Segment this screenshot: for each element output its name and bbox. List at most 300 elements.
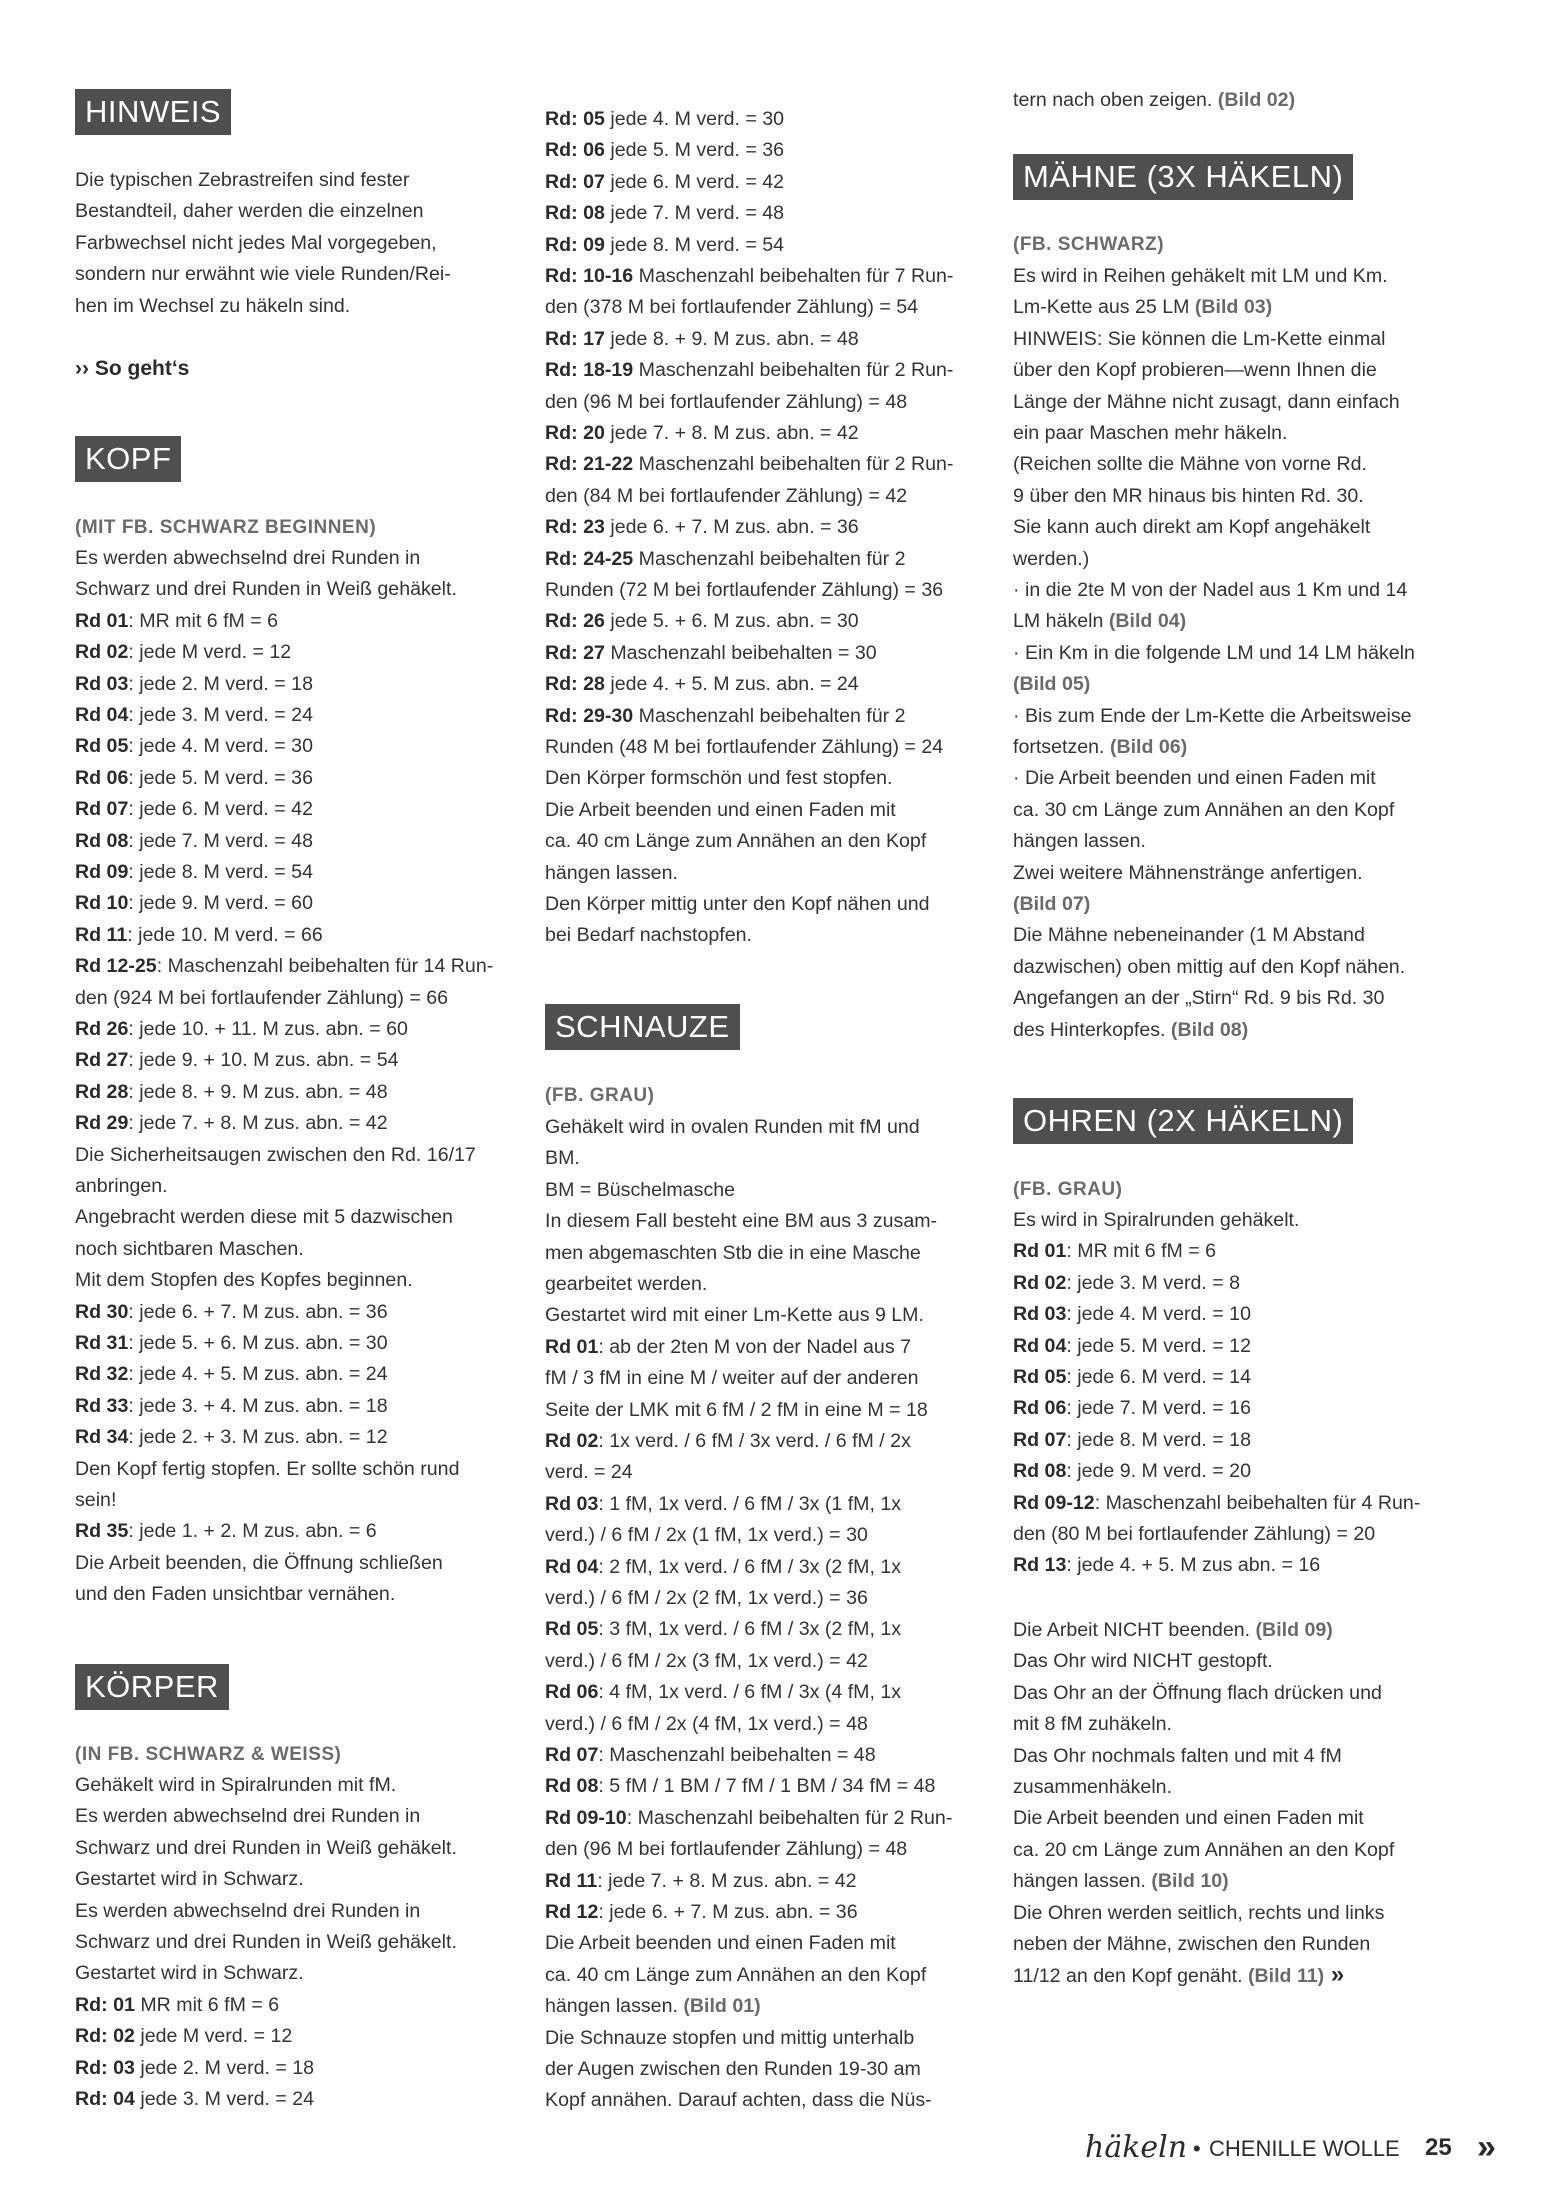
text-line: [545, 1178, 735, 1202]
text-line: [1013, 327, 1385, 351]
line-text: Die Arbeit NICHT beenden.: [1013, 1619, 1256, 1641]
line-text: (Reichen sollte die Mähne von vorne Rd.: [1013, 453, 1367, 476]
line-text: den (80 M bei fortlaufender Zählung) = 20: [1013, 1523, 1376, 1545]
line-text: Den Kopf fertig stopfen. Er sollte schön rund: [75, 1457, 460, 1480]
round-label: Rd 27: [75, 1049, 129, 1072]
text-line: [75, 986, 448, 1010]
line-text: jede 7. M verd. = 48: [604, 202, 785, 225]
line-text: den (96 M bei fortlaufender Zählung) = 48: [545, 390, 908, 413]
text-line: [545, 2026, 914, 2050]
round-label: Rd: 09: [545, 233, 605, 256]
text-line: [545, 735, 943, 759]
line-text: hängen lassen.: [545, 1995, 684, 2018]
text-line: [1013, 1775, 1172, 1799]
text-line: [1013, 1428, 1251, 1452]
text-line: [75, 1394, 388, 1418]
text-line: [545, 1366, 919, 1390]
text-line: [545, 1523, 868, 1547]
text-line: [1013, 1618, 1333, 1642]
text-line: Die typischen Zebrastreifen sind fester: [75, 169, 410, 191]
line-text: Die Arbeit beenden und einen Faden mit: [545, 1932, 896, 1955]
text-line: [545, 829, 926, 853]
hinweis-heading: HINWEIS: [75, 89, 231, 135]
line-text: : jede 3. + 4. M zus. abn. = 18: [128, 1394, 388, 1417]
line-text: Den Körper formschön und fest stopfen.: [545, 767, 893, 790]
text-line: [545, 201, 784, 225]
line-text: Das Ohr wird NICHT gestopft.: [1013, 1650, 1273, 1673]
line-text: verd.) / 6 fM / 2x (1 fM, 1x verd.) = 30: [545, 1524, 868, 1547]
text-line: [545, 264, 953, 288]
line-text: neben der Mähne, zwischen den Runden: [1013, 1933, 1371, 1955]
round-label: Rd 34: [75, 1426, 129, 1449]
koerper-heading: KÖRPER: [75, 1664, 229, 1710]
text-line: [75, 1519, 377, 1543]
round-label: Rd 01: [545, 1335, 599, 1358]
text-line: [75, 860, 313, 884]
line-text: gearbeitet werden.: [545, 1273, 708, 1295]
text-line: [1013, 578, 1407, 602]
footer-bullet: •: [1193, 2136, 1201, 2161]
image-reference: (Bild 08): [1170, 1018, 1249, 1041]
round-label: Rd 08: [75, 829, 129, 852]
line-text: Länge der Mähne nicht zusagt, dann einfach: [1013, 390, 1400, 413]
text-line: [75, 1143, 476, 1167]
line-text: : jede 4. M verd. = 10: [1066, 1303, 1251, 1326]
text-line: [545, 1460, 633, 1484]
round-label: Rd 04: [1013, 1334, 1067, 1357]
text-line: [1013, 986, 1384, 1010]
line-text: : jede 6. + 7. M zus. abn. = 36: [128, 1300, 388, 1323]
line-text: : jede 5. M verd. = 36: [128, 766, 313, 789]
text-line: Farbwechsel nicht jedes Mal vorgegeben,: [75, 231, 437, 254]
line-text: dazwischen) oben mittig auf den Kopf nähen.: [1013, 955, 1406, 978]
text-line: [545, 609, 859, 633]
line-text: · in die 2te M von der Nadel aus 1 Km und 14: [1013, 579, 1408, 601]
round-label: Rd: 01: [75, 1993, 135, 2016]
round-label: Rd 12: [545, 1901, 599, 1923]
image-reference: (Bild 03): [1194, 296, 1273, 319]
line-text: : ab der 2ten M von der Nadel aus 7: [598, 1335, 911, 1358]
round-label: Rd: 29-30: [545, 704, 634, 727]
line-text: noch sichtbaren Maschen.: [75, 1237, 304, 1260]
round-label: Rd 01: [75, 609, 129, 632]
line-text: Maschenzahl beibehalten für 2: [633, 547, 906, 570]
round-label: Rd 05: [1013, 1366, 1067, 1388]
line-text: : jede 7. M verd. = 16: [1066, 1397, 1251, 1420]
text-line: [1013, 923, 1365, 947]
text-line: [545, 1837, 907, 1861]
text-line: [545, 641, 877, 665]
image-reference: (Bild 06): [1109, 736, 1188, 758]
line-text: Die Arbeit beenden, die Öffnung schließen: [75, 1551, 443, 1574]
line-text: Es werden abwechselnd drei Runden in: [75, 1805, 421, 1828]
text-line: [75, 1048, 399, 1072]
text-line: [1013, 1334, 1251, 1358]
text-line: [545, 578, 943, 602]
line-text: mit 8 fM zuhäkeln.: [1013, 1713, 1172, 1736]
text-line: [545, 1209, 937, 1233]
round-label: Rd: 06: [545, 139, 605, 162]
round-label: Rd: 07: [545, 170, 605, 193]
line-text: werden.): [1013, 547, 1090, 570]
line-text: Gestartet wird mit einer Lm-Kette aus 9 LM.: [545, 1304, 924, 1327]
line-text: jede 4. + 5. M zus. abn. = 24: [604, 673, 859, 696]
line-text: Das Ohr nochmals falten und mit 4 fM: [1013, 1744, 1342, 1767]
text-line: [75, 1488, 116, 1512]
text-line: [75, 672, 313, 696]
text-line: [75, 1804, 420, 1828]
text-line: [1013, 1239, 1216, 1263]
line-text: jede 2. M verd. = 18: [134, 2056, 315, 2079]
line-text: : jede 4. + 5. M zus. abn. = 24: [128, 1363, 388, 1386]
continue-arrow-icon: »: [1324, 1961, 1345, 1989]
line-text: Angefangen an der „Stirn“ Rd. 9 bis Rd. 30: [1013, 987, 1385, 1010]
text-line: [75, 1111, 388, 1135]
line-text: LM häkeln: [1013, 610, 1109, 633]
ohren-heading: OHREN (2X HÄKELN): [1013, 1098, 1353, 1144]
line-text: Maschenzahl beibehalten für 7 Run-: [633, 265, 954, 287]
line-text: Angebracht werden diese mit 5 dazwischen: [75, 1206, 453, 1229]
text-line: [75, 1867, 304, 1891]
magazine-brand-logo: häkeln: [1085, 2130, 1188, 2165]
round-label: Rd: 02: [75, 2025, 135, 2048]
line-text: Es wird in Spiralrunden gehäkelt.: [1013, 1209, 1300, 1231]
text-line: [545, 1146, 580, 1170]
text-line: [75, 640, 291, 664]
line-text: Die Sicherheitsaugen zwischen den Rd. 16/17: [75, 1143, 476, 1166]
text-line: [1013, 515, 1370, 539]
text-line: hen im Wechsel zu häkeln sind.: [75, 294, 351, 317]
line-text: · Ein Km in die folgende LM und 14 LM häkeln: [1013, 641, 1415, 664]
line-text: : jede 10. M verd. = 66: [127, 923, 323, 946]
line-text: Maschenzahl beibehalten = 30: [604, 641, 877, 664]
text-line: [545, 1900, 858, 1924]
line-text: 9 über den MR hinaus bis hinten Rd. 30.: [1013, 484, 1364, 507]
text-line: [75, 1080, 388, 1104]
line-text: den (378 M bei fortlaufender Zählung) = 54: [545, 296, 919, 319]
line-text: Gestartet wird in Schwarz.: [75, 1868, 304, 1891]
text-line: [1013, 452, 1367, 476]
round-label: Rd 11: [545, 1869, 598, 1892]
line-text: Die Mähne nebeneinander (1 M Abstand: [1013, 924, 1365, 947]
line-text: : Maschenzahl beibehalten für 14 Run-: [156, 955, 494, 978]
text-line: [1013, 264, 1388, 288]
text-line: [1013, 641, 1415, 665]
round-label: Rd: 21-22: [545, 453, 634, 476]
round-label: Rd 03: [75, 672, 129, 695]
text-line: [1013, 955, 1405, 979]
text-line: [1013, 1806, 1364, 1830]
round-label: Rd 05: [75, 735, 129, 758]
round-label: Rd 09-12: [1013, 1491, 1095, 1514]
text-line: [75, 1300, 388, 1324]
text-line: [75, 1836, 457, 1860]
text-line: [545, 2057, 921, 2081]
line-text: Mit dem Stopfen des Kopfes beginnen.: [75, 1269, 413, 1292]
line-text: Es wird in Reihen gehäkelt mit LM und Km.: [1013, 265, 1388, 287]
line-text: : Maschenzahl beibehalten für 2 Run-: [626, 1806, 953, 1829]
line-text: : jede 2. M verd. = 18: [128, 672, 313, 695]
line-text: ca. 30 cm Länge zum Annähen an den Kopf: [1013, 798, 1395, 821]
text-line: [75, 1174, 168, 1198]
line-text: : Maschenzahl beibehalten = 48: [598, 1744, 876, 1766]
line-text: · Bis zum Ende der Lm-Kette die Arbeitsweise: [1013, 704, 1412, 727]
round-label: Rd: 28: [545, 673, 605, 696]
line-text: hängen lassen.: [545, 861, 678, 884]
text-line: [545, 1241, 921, 1265]
text-line: [75, 1773, 396, 1797]
line-text: : jede 6. + 7. M zus. abn. = 36: [598, 1901, 858, 1923]
text-line: [545, 1743, 876, 1767]
schnauze-subheading: (FB. GRAU): [545, 1085, 655, 1106]
line-text: : MR mit 6 fM = 6: [128, 609, 279, 632]
koerper-subheading: (IN FB. SCHWARZ & WEISS): [75, 1744, 342, 1765]
line-text: Seite der LMK mit 6 fM / 2 fM in eine M = 18: [545, 1398, 928, 1421]
text-line: [75, 797, 313, 821]
round-label: Rd 29: [75, 1112, 129, 1135]
line-text: anbringen.: [75, 1175, 168, 1197]
round-label: Rd 08: [545, 1775, 599, 1798]
round-label: Rd 10: [75, 892, 129, 915]
line-text: Die Arbeit beenden und einen Faden mit: [1013, 1807, 1364, 1830]
round-label: Rd 06: [75, 766, 129, 789]
text-line: Bestandteil, daher werden die einzelnen: [75, 200, 424, 223]
text-line: [545, 1806, 952, 1830]
line-text: und den Faden unsichtbar vernähen.: [75, 1583, 396, 1606]
line-text: Die Arbeit beenden und einen Faden mit: [545, 798, 896, 821]
text-line: [545, 327, 859, 351]
line-text: jede 8. M verd. = 54: [604, 233, 785, 256]
text-line: [545, 547, 906, 571]
line-text: jede M verd. = 12: [134, 2025, 293, 2048]
line-text: : jede 6. M verd. = 14: [1066, 1366, 1251, 1388]
text-line: [1013, 390, 1400, 414]
text-line: [545, 1680, 901, 1704]
round-label: Rd 11: [75, 923, 128, 946]
line-text: hängen lassen.: [1013, 830, 1146, 853]
line-text: : jede 3. M verd. = 8: [1066, 1271, 1241, 1294]
line-text: HINWEIS: Sie können die Lm-Kette einmal: [1013, 327, 1386, 350]
text-line: [545, 1931, 896, 1955]
text-line: [1013, 421, 1287, 445]
text-line: [1013, 1649, 1273, 1673]
round-label: Rd 02: [75, 641, 129, 664]
image-reference: (Bild 02): [1217, 89, 1296, 111]
line-text: BM.: [545, 1147, 580, 1170]
text-line: [1013, 892, 1090, 916]
text-line: [75, 1899, 420, 1923]
text-line: [75, 1362, 388, 1386]
line-text: ein paar Maschen mehr häkeln.: [1013, 422, 1288, 444]
text-line: [1013, 1901, 1384, 1925]
line-text: fM / 3 fM in eine M / weiter auf der anderen: [545, 1367, 919, 1390]
text-line: [1013, 1491, 1420, 1515]
line-text: : 5 fM / 1 BM / 7 fM / 1 BM / 34 fM = 48: [598, 1775, 936, 1798]
text-line: [545, 138, 784, 162]
text-line: [75, 766, 313, 790]
schnauze-heading: SCHNAUZE: [545, 1004, 740, 1050]
text-line: [545, 798, 896, 822]
line-text: In diesem Fall besteht eine BM aus 3 zusam-: [545, 1210, 938, 1233]
text-line: [75, 2056, 314, 2080]
page-number: 25: [1425, 2134, 1452, 2161]
round-label: Rd 07: [545, 1744, 599, 1766]
line-text: Gehäkelt wird in ovalen Runden mit fM und: [545, 1116, 920, 1138]
line-text: verd.) / 6 fM / 2x (3 fM, 1x verd.) = 42: [545, 1649, 868, 1672]
round-label: Rd 02: [545, 1430, 599, 1452]
line-text: tern nach oben zeigen.: [1013, 89, 1218, 111]
round-label: Rd: 24-25: [545, 547, 634, 570]
text-line: [545, 170, 784, 194]
text-line: [75, 2024, 292, 2048]
line-text: fortsetzen.: [1013, 736, 1110, 758]
magazine-section-title: CHENILLE WOLLE: [1209, 2136, 1400, 2161]
line-text: den (96 M bei fortlaufender Zählung) = 48: [545, 1838, 908, 1861]
text-line: [75, 1425, 388, 1449]
line-text: 11/12 an den Kopf genäht.: [1013, 1965, 1248, 1988]
line-text: verd.) / 6 fM / 2x (4 fM, 1x verd.) = 48: [545, 1712, 868, 1735]
round-label: Rd 04: [75, 704, 129, 726]
line-text: MR mit 6 fM = 6: [134, 1993, 280, 2016]
text-line: [545, 1963, 926, 1987]
text-line: [545, 861, 678, 885]
image-reference: (Bild 10): [1151, 1870, 1229, 1893]
round-label: Rd 07: [1013, 1428, 1067, 1451]
round-label: Rd: 26: [545, 610, 605, 633]
line-text: Es werden abwechselnd drei Runden in: [75, 1899, 421, 1922]
line-text: über den Kopf probieren—wenn Ihnen die: [1013, 359, 1377, 382]
round-label: Rd 03: [1013, 1303, 1067, 1326]
line-text: jede 6. M verd. = 42: [604, 170, 785, 193]
next-page-arrow-icon: »: [1477, 2128, 1496, 2166]
line-text: : 1 fM, 1x verd. / 6 fM / 3x (1 fM, 1x: [598, 1492, 902, 1515]
text-line: [75, 609, 278, 633]
line-text: : jede 2. + 3. M zus. abn. = 12: [128, 1426, 388, 1449]
line-text: Gestartet wird in Schwarz.: [75, 1962, 304, 1985]
text-line: [545, 452, 953, 476]
line-text: hängen lassen.: [1013, 1870, 1152, 1893]
text-line: [1013, 1302, 1251, 1326]
round-label: Rd 09-10: [545, 1806, 627, 1829]
image-reference: (Bild 09): [1255, 1619, 1333, 1641]
text-line: [1013, 295, 1272, 319]
line-text: : jede 8. + 9. M zus. abn. = 48: [128, 1080, 388, 1103]
round-label: Rd 31: [75, 1332, 129, 1354]
line-text: der Augen zwischen den Runden 19-30 am: [545, 2058, 921, 2080]
text-line: [545, 1335, 911, 1359]
round-label: Rd: 20: [545, 422, 605, 444]
line-text: : 1x verd. / 6 fM / 3x verd. / 6 fM / 2x: [598, 1430, 911, 1452]
text-line: [75, 1961, 304, 1985]
text-line: [545, 1303, 924, 1327]
text-line: [545, 1649, 868, 1673]
line-text: Schwarz und drei Runden in Weiß gehäkelt.: [75, 1931, 457, 1953]
round-label: Rd 12-25: [75, 955, 157, 978]
text-line: [1013, 735, 1187, 759]
line-text: Maschenzahl beibehalten für 2: [633, 704, 906, 727]
round-label: Rd 30: [75, 1300, 129, 1323]
line-text: : jede M verd. = 12: [128, 641, 292, 664]
text-line: [75, 1331, 388, 1355]
maehne-heading: MÄHNE (3X HÄKELN): [1013, 154, 1353, 200]
text-line: [545, 1617, 901, 1641]
line-text: ca. 40 cm Länge zum Annähen an den Kopf: [545, 830, 927, 853]
text-line: [545, 1429, 911, 1453]
round-label: Rd: 10-16: [545, 265, 634, 287]
line-text: : Maschenzahl beibehalten für 4 Run-: [1094, 1491, 1421, 1514]
line-text: verd.) / 6 fM / 2x (2 fM, 1x verd.) = 36: [545, 1587, 868, 1609]
line-text: : 2 fM, 1x verd. / 6 fM / 3x (2 fM, 1x: [598, 1555, 902, 1578]
round-label: Rd 33: [75, 1394, 129, 1417]
round-label: Rd: 05: [545, 108, 605, 130]
round-label: Rd: 04: [75, 2088, 135, 2110]
round-label: Rd 06: [545, 1681, 599, 1704]
text-line: [1013, 829, 1146, 853]
text-line: [75, 1551, 443, 1575]
text-line: [75, 1017, 408, 1041]
line-text: jede 7. + 8. M zus. abn. = 42: [604, 422, 859, 444]
line-text: Sie kann auch direkt am Kopf angehäkelt: [1013, 516, 1371, 539]
ohren-subheading: (FB. GRAU): [1013, 1179, 1123, 1200]
image-reference: (Bild 07): [1013, 893, 1091, 915]
line-text: Runden (48 M bei fortlaufender Zählung) = 24: [545, 736, 944, 758]
text-line: [1013, 1208, 1299, 1232]
text-line: [545, 1586, 868, 1610]
text-line: [545, 358, 953, 382]
text-line: [1013, 1553, 1320, 1577]
line-text: : jede 5. M verd. = 12: [1066, 1334, 1251, 1357]
round-label: Rd: 17: [545, 327, 605, 350]
text-line: [545, 1492, 901, 1516]
text-line: [545, 704, 906, 728]
round-label: Rd 03: [545, 1492, 599, 1515]
round-label: Rd 07: [75, 798, 129, 821]
line-text: Schwarz und drei Runden in Weiß gehäkelt.: [75, 578, 457, 601]
text-line: [75, 1457, 459, 1481]
round-label: Rd 04: [545, 1555, 599, 1578]
text-line: [545, 923, 752, 947]
text-line: [545, 1398, 928, 1422]
line-text: jede 6. + 7. M zus. abn. = 36: [604, 516, 859, 539]
page-footer: [1085, 2130, 1525, 2170]
line-text: Die Ohren werden seitlich, rechts und links: [1013, 1901, 1385, 1924]
line-text: · Die Arbeit beenden und einen Faden mit: [1013, 767, 1376, 790]
text-line: [1013, 547, 1089, 571]
text-line: [75, 829, 313, 853]
text-line: [1013, 1271, 1240, 1295]
text-line: [1013, 861, 1363, 885]
text-line: [1013, 1018, 1248, 1042]
line-text: : MR mit 6 fM = 6: [1066, 1240, 1217, 1263]
line-text: Es werden abwechselnd drei Runden in: [75, 547, 421, 569]
text-line: [1013, 1459, 1251, 1483]
text-line: [1013, 88, 1295, 112]
text-line: [1013, 766, 1376, 790]
round-label: Rd 09: [75, 861, 129, 883]
line-text: Die Schnauze stopfen und mittig unterhalb: [545, 2026, 915, 2049]
line-text: : jede 8. M verd. = 54: [128, 861, 313, 883]
line-text: jede 5. M verd. = 36: [604, 139, 785, 162]
line-text: : jede 7. + 8. M zus. abn. = 42: [128, 1112, 388, 1135]
line-text: bei Bedarf nachstopfen.: [545, 924, 752, 947]
text-line: [545, 390, 907, 414]
line-text: des Hinterkopfes.: [1013, 1018, 1171, 1041]
text-line: [545, 1272, 707, 1296]
line-text: : jede 3. M verd. = 24: [128, 704, 313, 726]
text-line: [75, 954, 493, 978]
round-label: Rd: 23: [545, 516, 605, 539]
text-line: [545, 892, 930, 916]
